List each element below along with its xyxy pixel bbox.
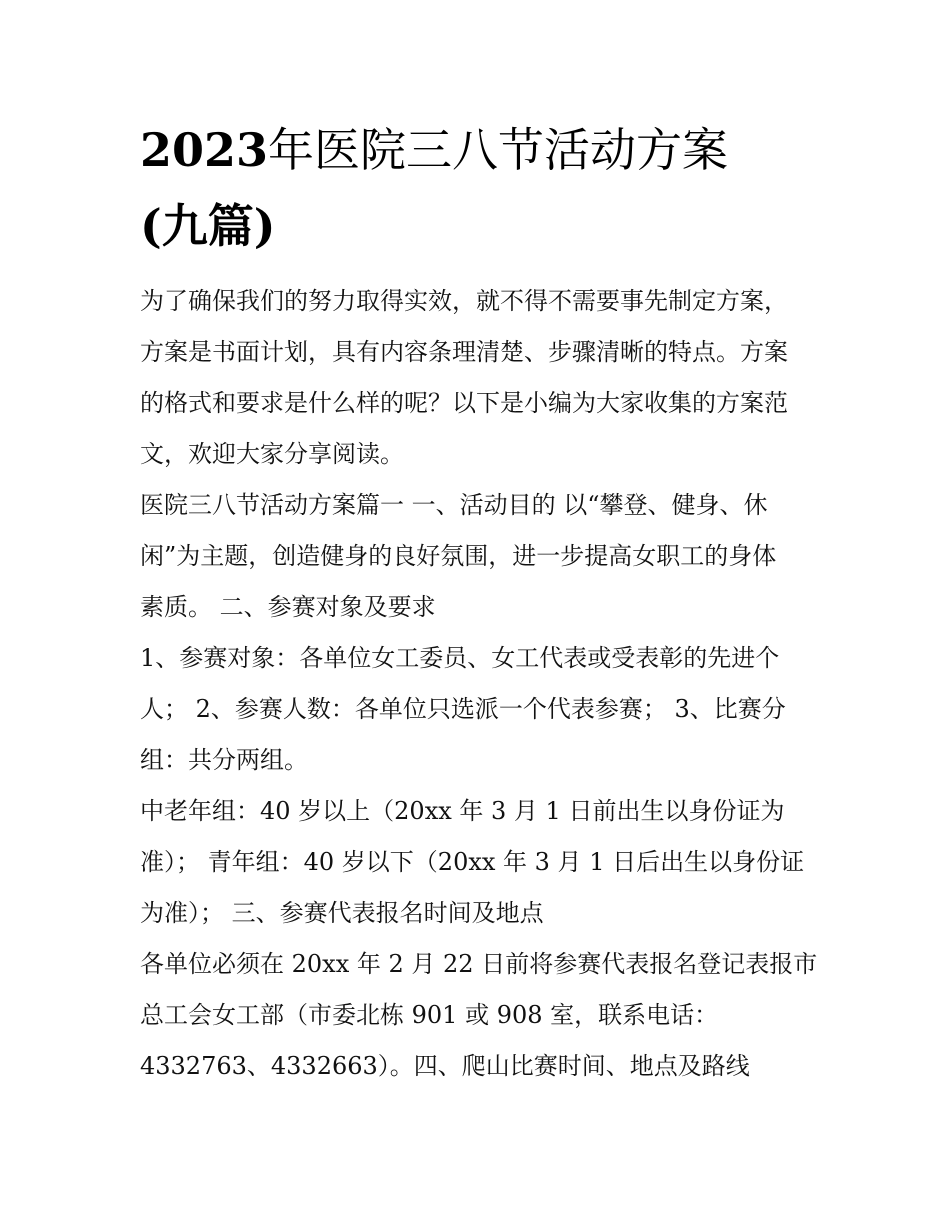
paragraph-line: 闲”为主题，创造健身的良好氛围，进一步提高女职工的身体 bbox=[140, 542, 777, 570]
document-body bbox=[140, 276, 820, 1092]
paragraph-line: 医院三八节活动方案篇一 一、活动目的 以“攀登、健身、休 bbox=[140, 491, 768, 519]
document-title bbox=[140, 112, 820, 264]
paragraph-line: 方案是书面计划，具有内容条理清楚、步骤清晰的特点。方案 bbox=[140, 338, 788, 366]
title-text: 年医院三八节活动方案 bbox=[268, 123, 729, 177]
paragraph-participants bbox=[140, 633, 820, 786]
paragraph-line: 各单位必须在 20xx 年 2 月 22 日前将参赛代表报名登记表报市 bbox=[140, 950, 818, 978]
paragraph-registration bbox=[140, 939, 820, 1092]
title-year: 2023 bbox=[140, 123, 269, 177]
paragraph-intro bbox=[140, 276, 820, 480]
paragraph-line: 组：共分两组。 bbox=[140, 746, 308, 774]
paragraph-line: 1、参赛对象：各单位女工委员、女工代表或受表彰的先进个 bbox=[140, 644, 780, 672]
paragraph-purpose bbox=[140, 480, 820, 633]
paragraph-line: 为了确保我们的努力取得实效，就不得不需要事先制定方案， bbox=[140, 287, 788, 315]
paragraph-line: 4332763、4332663）。四、爬山比赛时间、地点及路线 bbox=[140, 1052, 750, 1080]
paragraph-line: 总工会女工部（市委北栋 901 或 908 室，联系电话： bbox=[140, 1001, 719, 1029]
paragraph-line: 文，欢迎大家分享阅读。 bbox=[140, 440, 404, 468]
title-line-2: (九篇) bbox=[140, 199, 276, 253]
paragraph-line: 准）； 青年组：40 岁以下（20xx 年 3 月 1 日后出生以身份证 bbox=[140, 848, 805, 876]
paragraph-line: 的格式和要求是什么样的呢？以下是小编为大家收集的方案范 bbox=[140, 389, 788, 417]
paragraph-line: 为准）； 三、参赛代表报名时间及地点 bbox=[140, 899, 544, 927]
title-line-1 bbox=[140, 112, 820, 188]
paragraph-line: 中老年组：40 岁以上（20xx 年 3 月 1 日前出生以身份证为 bbox=[140, 797, 785, 825]
paragraph-line: 素质。 二、参赛对象及要求 bbox=[140, 593, 436, 621]
paragraph-age-groups bbox=[140, 786, 820, 939]
paragraph-line: 人； 2、参赛人数：各单位只选派一个代表参赛； 3、比赛分 bbox=[140, 695, 786, 723]
